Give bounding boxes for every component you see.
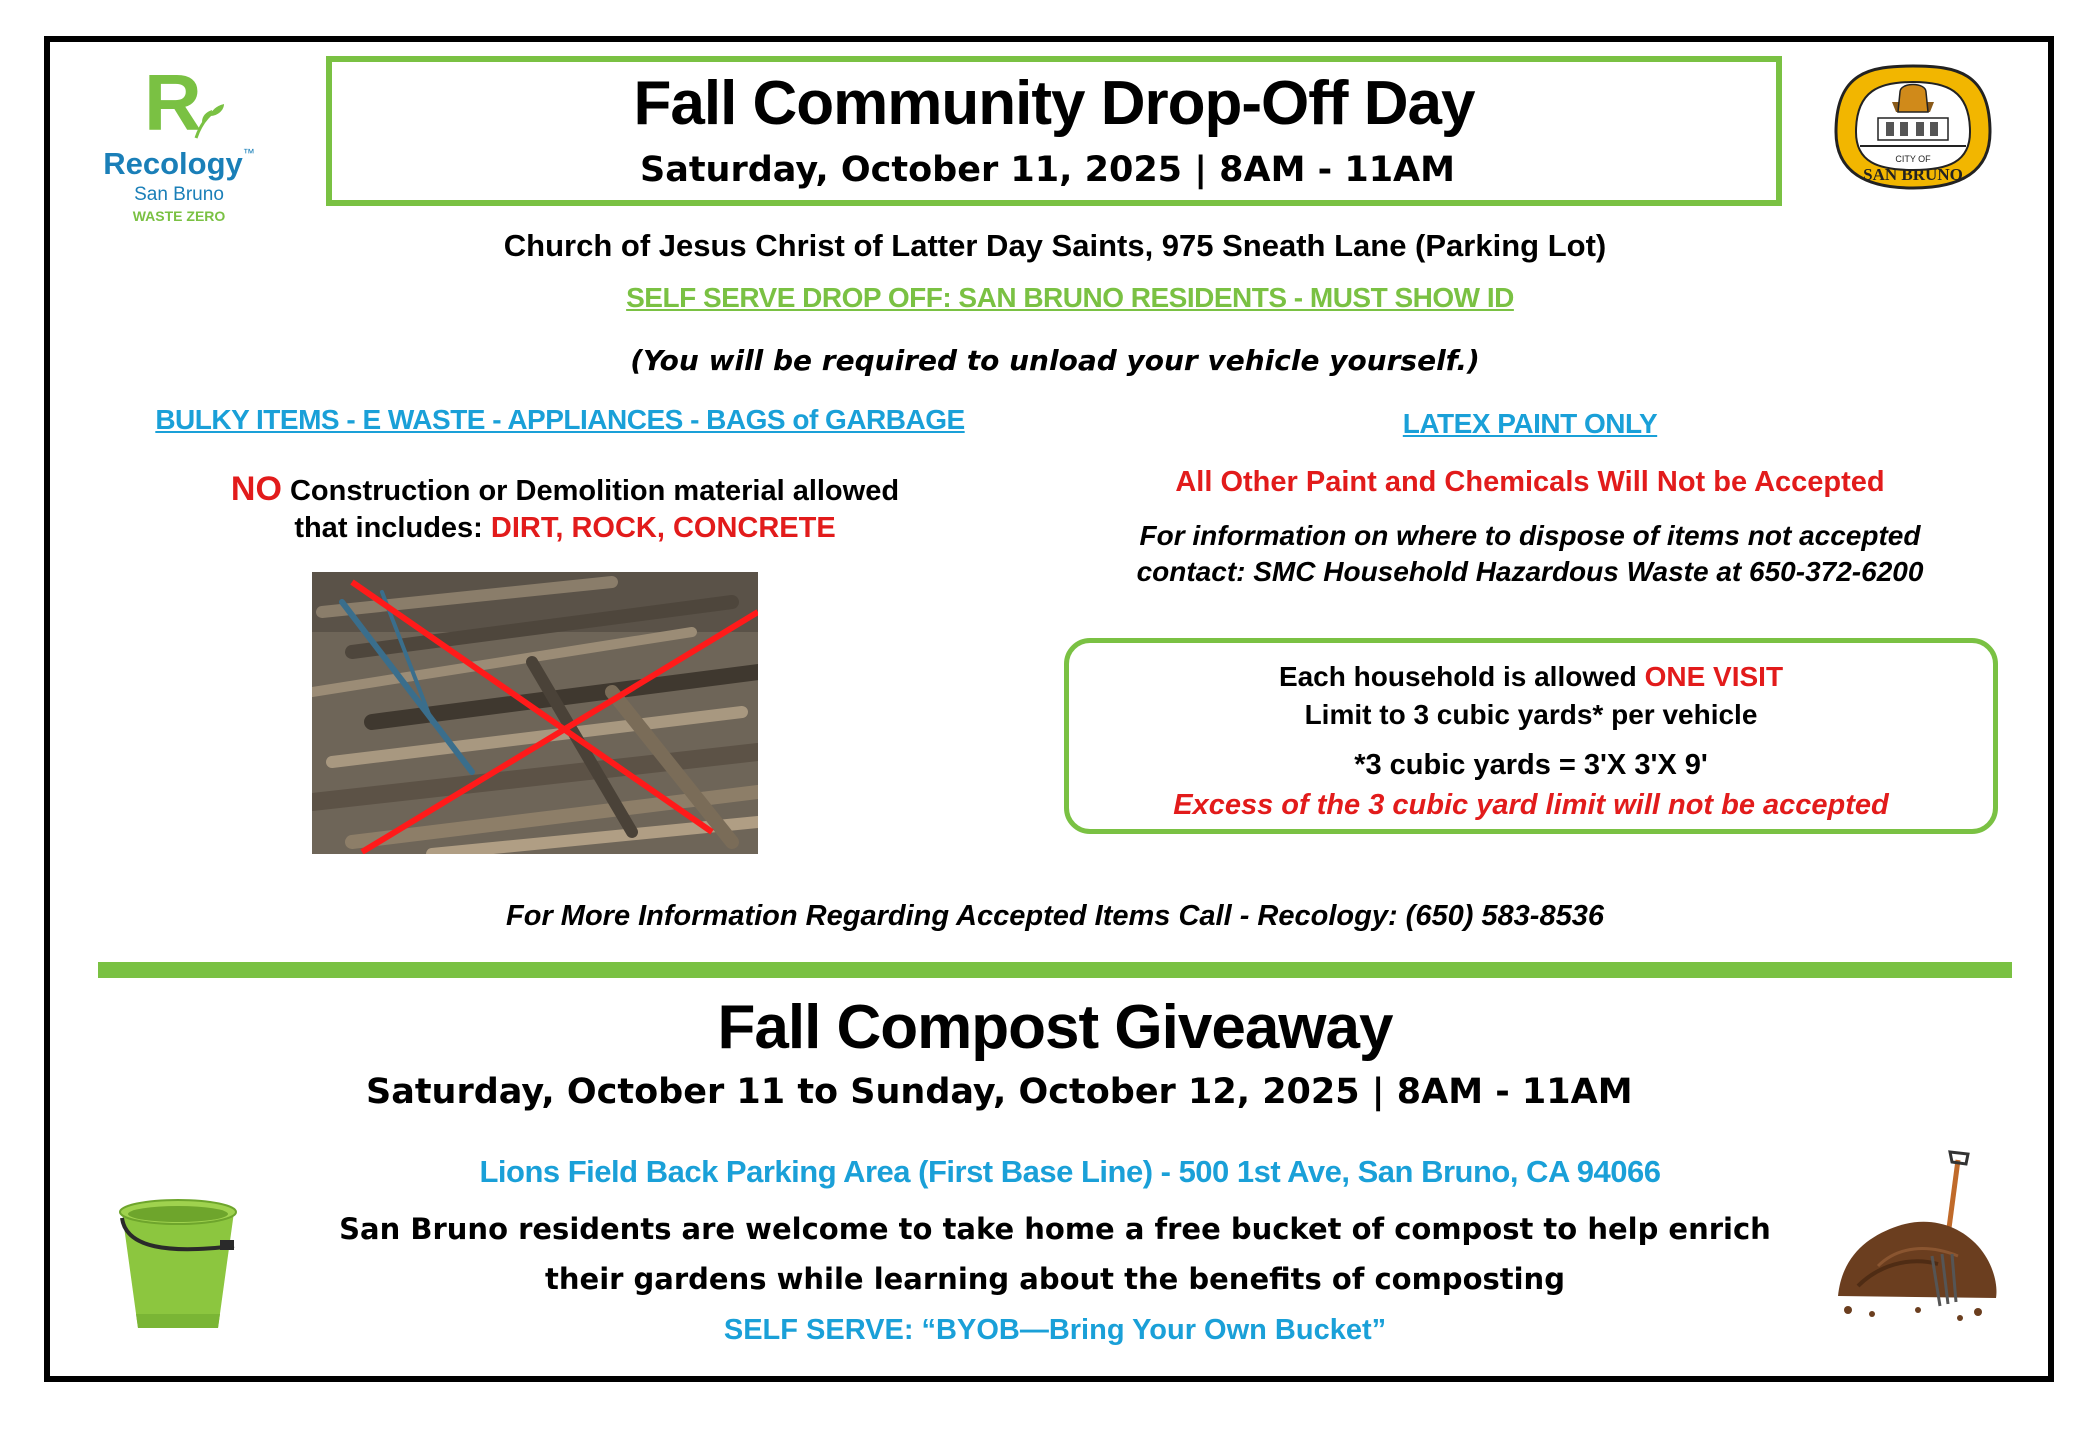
paint-heading: LATEX PAINT ONLY bbox=[1402, 408, 1658, 439]
compost-desc-line-2: their gardens while learning about the benefits of composting bbox=[545, 1262, 1565, 1296]
dropoff-location: Church of Jesus Christ of Latter Day Saints, 975 Sneath Lane (Parking Lot) bbox=[503, 228, 1607, 263]
recology-logo bbox=[84, 60, 274, 230]
recology-tagline: WASTE ZERO bbox=[132, 208, 226, 224]
includes-line bbox=[100, 512, 1030, 545]
recology-city: San Bruno bbox=[134, 184, 224, 205]
limits-line-1 bbox=[1069, 661, 1993, 693]
bucket-icon bbox=[108, 1188, 248, 1334]
more-info: For More Information Regarding Accepted Items Call - Recology: (650) 583-8536 bbox=[506, 900, 1604, 932]
compost-location: Lions Field Back Parking Area (First Base Line) - 500 1st Ave, San Bruno, CA 94066 bbox=[479, 1154, 1661, 1189]
dropoff-title-box bbox=[326, 56, 1782, 206]
crossed-out-debris-photo bbox=[312, 572, 758, 854]
dropoff-unload-note: (You will be required to unload your vehicle yourself.) bbox=[630, 344, 1480, 377]
recology-mark: R bbox=[144, 60, 202, 140]
compost-pile-icon bbox=[1828, 1146, 2008, 1328]
dropoff-title: Fall Community Drop-Off Day bbox=[633, 69, 1475, 138]
seal-top-text: CITY OF bbox=[1895, 154, 1931, 164]
includes-items: DIRT, ROCK, CONCRETE bbox=[490, 512, 836, 544]
recology-brand: Recology bbox=[103, 146, 243, 181]
includes-label: that includes: bbox=[294, 512, 491, 544]
limits-line-1a: Each household is allowed bbox=[1278, 661, 1645, 692]
limits-box bbox=[1064, 638, 1998, 834]
info-line-2: contact: SMC Household Hazardous Waste at 650-372-6200 bbox=[1136, 556, 1924, 587]
no-word: NO bbox=[230, 470, 282, 508]
no-construction-line bbox=[100, 470, 1030, 509]
no-construction-text: Construction or Demolition material allowed bbox=[281, 475, 900, 507]
paint-warning: All Other Paint and Chemicals Will Not be Accepted bbox=[1175, 466, 1885, 498]
dropoff-self-serve: SELF SERVE DROP OFF: SAN BRUNO RESIDENTS - MUST SHOW ID bbox=[626, 282, 1514, 313]
compost-desc-line-1: San Bruno residents are welcome to take home a free bucket of compost to help enrich bbox=[339, 1212, 1771, 1246]
recology-tm: ™ bbox=[242, 146, 255, 160]
dropoff-date: Saturday, October 11, 2025 | 8AM - 11AM bbox=[640, 150, 1455, 190]
accepted-items: BULKY ITEMS - E WASTE - APPLIANCES - BAGS of GARBAGE bbox=[155, 404, 965, 435]
san-bruno-seal-icon bbox=[1830, 62, 1996, 192]
limits-line-3: *3 cubic yards = 3'X 3'X 9' bbox=[1354, 749, 1708, 781]
info-line-1: For information on where to dispose of items not accepted bbox=[1139, 520, 1921, 551]
compost-byob: SELF SERVE: “BYOB—Bring Your Own Bucket” bbox=[723, 1314, 1387, 1346]
one-visit: ONE VISIT bbox=[1644, 661, 1784, 692]
seal-city-name: SAN BRUNO bbox=[1863, 165, 1963, 184]
limits-line-4: Excess of the 3 cubic yard limit will not be accepted bbox=[1173, 789, 1889, 821]
compost-title: Fall Compost Giveaway bbox=[717, 993, 1393, 1062]
compost-date: Saturday, October 11 to Sunday, October 12, 2025 | 8AM - 11AM bbox=[366, 1072, 1633, 1112]
limits-line-2: Limit to 3 cubic yards* per vehicle bbox=[1304, 699, 1758, 730]
section-divider bbox=[98, 962, 2012, 978]
recology-r-icon bbox=[84, 60, 274, 140]
